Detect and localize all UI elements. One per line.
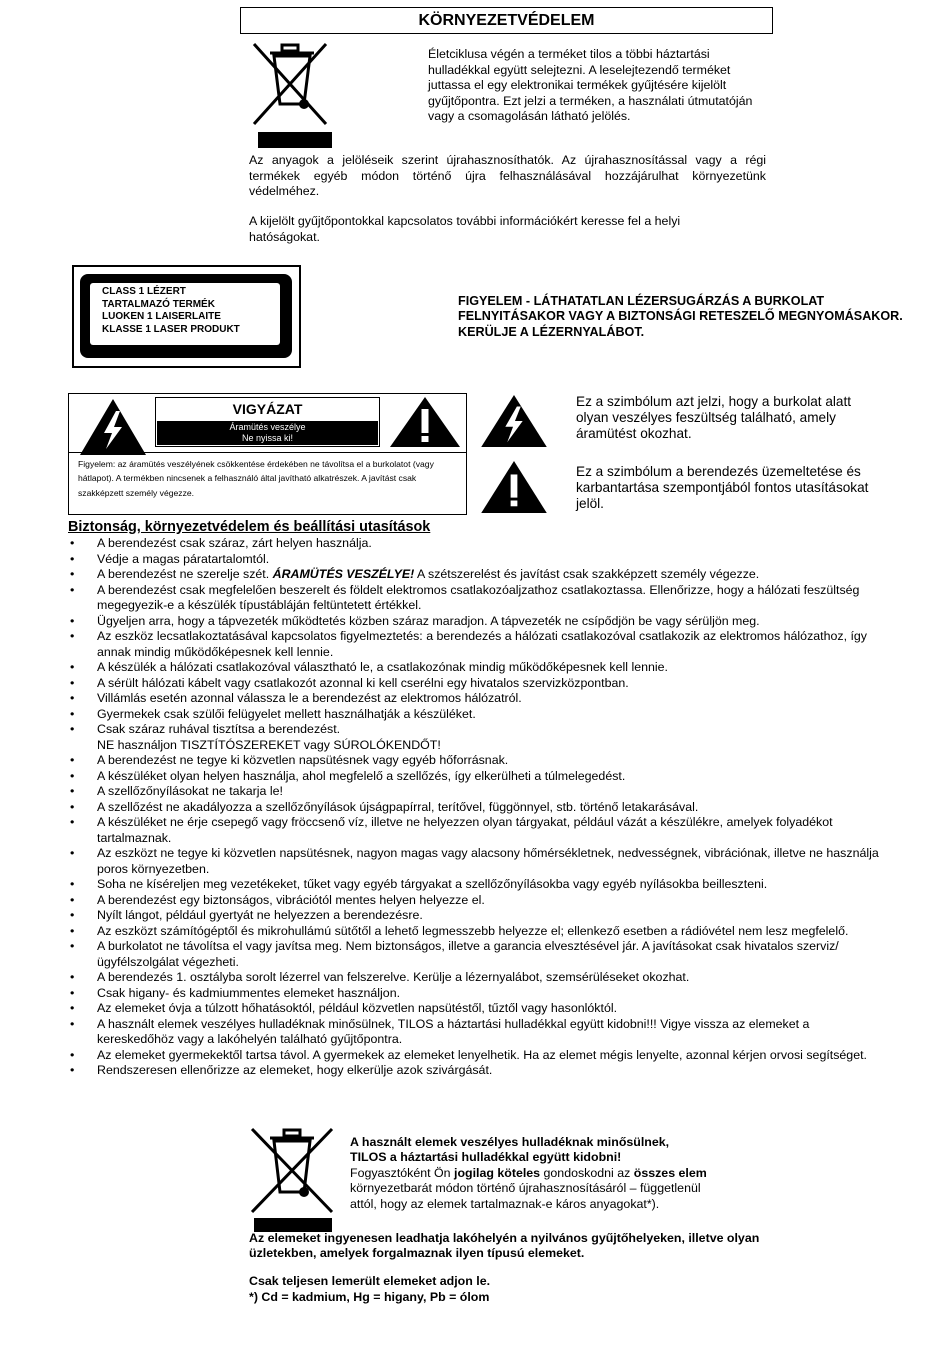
caution-note: Figyelem: az áramütés veszélyének csökkentése érdekében ne távolítsa el a burkolatot (vagy hátlapot). A termékben nincsenek a felhasználó által javítható alkatrészek. A javítást csak szakképzett személy végezze. [78, 459, 434, 498]
exclamation-warning-icon [388, 396, 462, 448]
list-item: • Nyílt lángot, például gyertyát ne helyezzen a berendezésre. [68, 908, 880, 924]
battery-prohibit-line: TILOS a háztartási hulladékkal együtt kidobni! [350, 1150, 622, 1165]
legally-obliged-text: jogilag köteles [454, 1165, 541, 1180]
list-item: • Az elemeket óvja a túlzott hőhatásoktól, például közvetlen napsütéstől, tűztől vagy hasonlóktól. [68, 1001, 880, 1017]
list-item: • Rendszeresen ellenőrizze az elemeket, hogy elkerülje azok szivárgását. [68, 1063, 880, 1079]
list-item: • A szellőzőnyílásokat ne takarja le! [68, 784, 880, 800]
text-span: környezetbarát módon történő újrahasznosításáról – függetlenül attól, hogy az elemek tartalmaznak-e káros anyagokat*). [350, 1181, 701, 1211]
list-item: • Villámlás esetén azonnal válassza le a berendezést az elektromos hálózatról. [68, 691, 880, 707]
list-item: • Az elemeket gyermekektől tartsa távol. A gyermekek az elemeket lenyelhetik. Ha az elemet mégis lenyelte, azonnal kérjen orvosi segítséget. [68, 1048, 880, 1064]
list-item: • Védje a magas páratartalomtól. [68, 552, 880, 568]
env-recycle-text: Az anyagok a jelöléseik szerint újrahasznosíthatók. Az újrahasznosítással vagy a régi termékek egyéb módon történő újra felhasználásával hozzájárulhat környezetünk védelméhez. [249, 153, 766, 199]
item-text: • Csak száraz ruhával tisztítsa a berendezést. [97, 722, 341, 736]
list-item: • A szellőzést ne akadályozza a szellőzőnyílások újságpapírral, terítővel, függönnyel, stb. történő letakarásával. [68, 800, 880, 816]
list-item: • A használt elemek veszélyes hulladéknak minősülnek, TILOS a háztartási hulladékkal együtt kidobni!!! Vigye vissza az elemeket a kereskedőhöz vagy a lakóhelyén található gyűjtőpontra. [68, 1017, 880, 1048]
list-item: • Ügyeljen arra, hogy a tápvezeték működtetés közben száraz maradjon. A tápvezeték ne csípődjön be vagy sérüljön meg. [68, 614, 880, 630]
env-info-text: A kijelölt gyűjtőpontokkal kapcsolatos további információkért keresse fel a helyi hatóságokat. [249, 214, 681, 244]
list-item: • A berendezést csak száraz, zárt helyen használja. [68, 536, 880, 552]
caution-sublabel [157, 421, 378, 445]
list-item: • A készüléket ne érje csepegő vagy fröccsenő víz, illetve ne helyezzen olyan tárgyakat, például vázát a készülékre, amelyek folyadékot tartalmaznak. [68, 815, 880, 846]
text-span: gondoskodni az [540, 1165, 634, 1180]
battery-obligation [350, 1166, 710, 1212]
list-item [68, 567, 880, 583]
shock-danger-text: ÁRAMÜTÉS VESZÉLYE! [272, 567, 415, 581]
list-item: • A készüléket olyan helyen használja, ahol megfelelő a szellőzés, így elkerülheti a túlmelegedést. [68, 769, 880, 785]
laser-label [90, 283, 280, 345]
lightning-symbol-text: Ez a szimbólum azt jelzi, hogy a burkolat alatt olyan veszélyes feszültség található, amely áramütést okozhat. [576, 394, 852, 441]
list-item: • A berendezést ne tegye ki közvetlen napsütésnek vagy egyéb hőforrásnak. [68, 753, 880, 769]
list-item: • A sérült hálózati kábelt vagy csatlakozót azonnal ki kell cserélni egy hivatalos szervizközpontban. [68, 676, 880, 692]
caution-line-2: Ne nyissa ki! [241, 433, 294, 443]
list-item: • Az eszközt ne tegye ki közvetlen napsütésnek, nagyon magas vagy alacsony hőmérsékletnek, nedvességnek, vibrációnak, illetve ne használja poros környezetben. [68, 846, 880, 877]
list-item: • Gyermekek csak szülői felügyelet mellett használhatják a készüléket. [68, 707, 880, 723]
list-item: • Az eszköz lecsatlakoztatásával kapcsolatos figyelmeztetés: a berendezés a hálózati csatlakozóval csatlakozik az elektromos hálózathoz, így annak mindig működőképesnek kell lennie. [68, 629, 880, 660]
laser-label-line: CLASS 1 LÉZERT [102, 286, 186, 297]
laser-warning-text: FIGYELEM - LÁTHATATLAN LÉZERSUGÁRZÁS A BURKOLAT FELNYITÁSAKOR VAGY A BIZTONSÁGI RETESZELŐ MEGNYOMÁSAKOR. KERÜLJE A LÉZERNYALÁBOT. [458, 294, 903, 339]
laser-label-line: TARTALMAZÓ TERMÉK [102, 298, 215, 310]
crossed-bin-icon [252, 42, 332, 148]
exclamation-symbol-text: Ez a szimbólum a berendezés üzemeltetése és karbantartása szempontjából fontos utasításokat jelöl. [576, 464, 869, 511]
list-item: • Csak higany- és kadmiummentes elemeket használjon. [68, 986, 880, 1002]
list-item: • A berendezést csak megfelelően beszerelt és földelt elektromos csatlakozóaljzathoz csatlakoztassa. Ellenőrizze, hogy a hálózati feszültség megegyezik-e a készülék típustábláján feltüntetett értékkel. [68, 583, 880, 614]
laser-label-line: LUOKEN 1 LAISERLAITE [102, 311, 221, 323]
list-item [68, 722, 880, 753]
text-span: Fogyasztóként Ön [350, 1165, 454, 1180]
item-text: A szétszerelést és javítást csak szakképzett személy végezze. [414, 567, 760, 581]
item-text: A berendezést ne szerelje szét. [97, 567, 273, 581]
battery-footnote: *) Cd = kadmium, Hg = higany, Pb = ólom [249, 1290, 490, 1304]
battery-info [350, 1135, 710, 1212]
list-item: • A berendezés 1. osztályba sorolt lézerrel van felszerelve. Kerülje a lézernyalábot, szemsérüléseket okozhat. [68, 970, 880, 986]
safety-list [68, 536, 880, 1079]
battery-empty-only: Csak teljesen lemerült elemeket adjon le. [249, 1274, 491, 1288]
battery-hazard-line: A használt elemek veszélyes hulladéknak minősülnek, [350, 1135, 670, 1149]
list-item: • Soha ne kíséreljen meg vezetékeket, tűket vagy egyéb tárgyakat a szellőzőnyílásokba vagy egyéb nyílásokba beilleszteni. [68, 877, 880, 893]
list-item: • A készülék a hálózati csatlakozóval választható le, a csatlakozónak mindig működőképesnek kell lennie. [68, 660, 880, 676]
caution-line-1: Áramütés veszélye [229, 422, 306, 432]
crossed-bin-icon [248, 1126, 336, 1232]
battery-free-return: Az elemeket ingyenesen leadhatja lakóhelyén a nyilvános gyűjtőhelyeken, illetve olyan üzletekben, amelyek forgalmaznak ilyen típusú elemeket. [249, 1231, 760, 1261]
list-item: • A burkolatot ne távolítsa el vagy javítsa meg. Nem biztonságos, illetve a garancia elvesztésével jár. A javításokat csak hivatalos szerviz/ügyfélszolgálat végezheti. [68, 939, 880, 970]
item-text: NE használjon TISZTÍTÓSZEREKET vagy SÚROLÓKENDŐT! [97, 737, 441, 752]
lightning-warning-icon [78, 397, 148, 457]
exclamation-symbol-icon [480, 460, 548, 514]
lightning-symbol-icon [480, 394, 548, 448]
env-title: KÖRNYEZETVÉDELEM [240, 7, 773, 34]
all-batteries-text: összes elem [633, 1165, 707, 1180]
safety-title: Biztonság, környezetvédelem és beállítási utasítások [68, 519, 431, 535]
env-intro: Életciklusa végén a terméket tilos a többi háztartási hulladékkal együtt selejtezni. A leselejtezendő terméket juttassa el egy elektronikai termékek gyűjtésére kijelölt gyűjtőpontra. Ezt jelzi a terméken, a használati útmutatóján vagy a csomagolásán látható jelölés. [428, 47, 753, 124]
list-item: • A berendezést egy biztonságos, vibrációtól mentes helyen helyezze el. [68, 893, 880, 909]
caution-title: VIGYÁZAT [232, 401, 303, 417]
list-item: • Az eszközt számítógéptől és mikrohullámú sütőtől a lehető legmesszebb helyezze el; ellenkező esetben a rádióvétel nem lesz megfelelő. [68, 924, 880, 940]
laser-label-line: KLASSE 1 LASER PRODUKT [102, 323, 240, 335]
